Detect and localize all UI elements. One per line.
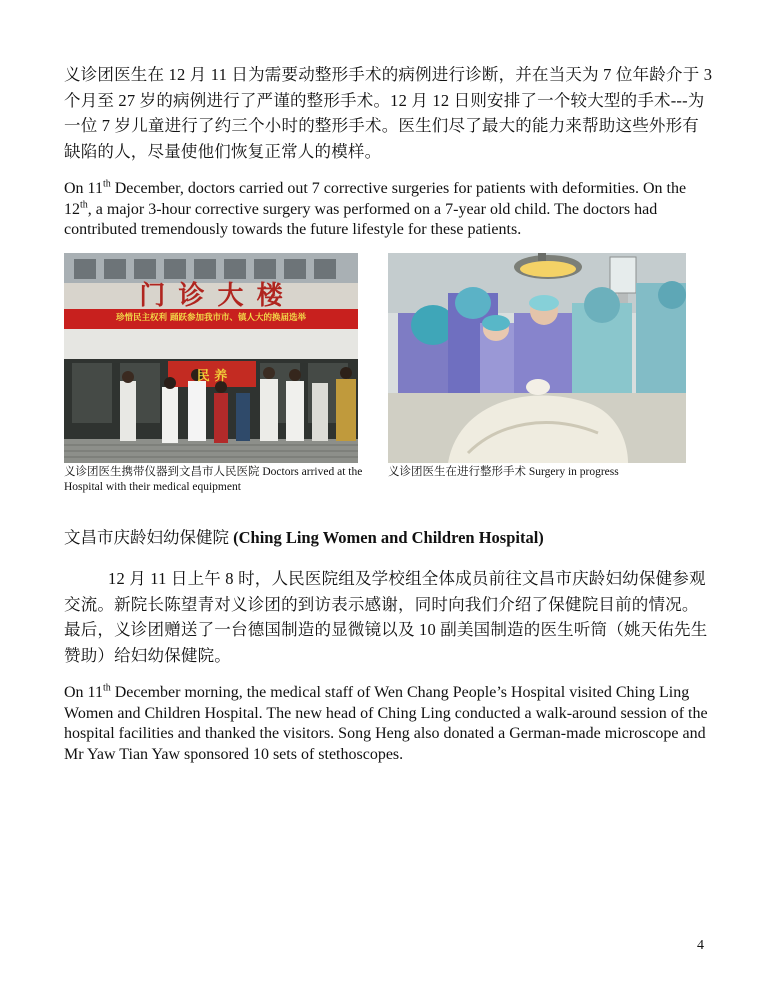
hospital-sign-title: 门 诊 大 楼 (139, 281, 285, 311)
heading-chinese: 文昌市庆龄妇幼保健院 (64, 528, 229, 547)
building-sub-sign: 民 养 (196, 369, 228, 384)
heading-english: (Ching Ling Women and Children Hospital) (229, 528, 544, 547)
superscript: th (102, 682, 111, 694)
section2-chinese-paragraph: 12 月 11 日上午 8 时，人民医院组及学校组全体成员前往文昌市庆龄妇幼保健参观交流。新院长陈望青对义诊团的到访表示感谢，同时向我们介绍了保健院目前的情况。最后，义诊团赠送了一台德国制造的显微镜以及 10 副美国制造的医生听筒（姚天佑先生赞助）给妇幼保健院。 (64, 569, 708, 665)
page-number: 4 (697, 938, 704, 953)
section2-english-paragraph (64, 683, 714, 765)
superscript: th (80, 199, 88, 211)
text-fragment: On 11 (64, 684, 103, 701)
hospital-arrival-caption: 义诊团医生携带仪器到文昌市人民医院 Doctors arrived at the Hospital with their medical equipment (64, 466, 363, 493)
hospital-arrival-photo (64, 253, 358, 463)
text-fragment: On 11 (64, 180, 103, 197)
surgery-caption: 义诊团医生在进行整形手术 Surgery in progress (388, 466, 619, 478)
section2-heading (64, 524, 714, 548)
text-fragment: , a major 3-hour corrective surgery was performed on a 7-year old child. The doctors had contributed tremendously towards the future lifestyle for these patients. (64, 200, 658, 238)
surgery-illustration (388, 253, 686, 463)
election-banner: 珍惜民主权利 踊跃参加我市市、镇人大的换届选举 (116, 313, 306, 323)
text-fragment: December morning, the medical staff of Wen Chang People’s Hospital visited Ching Ling Women and Children Hospital. The new head of Ching Ling conducted a walk-around session of the hospital facilities and thanked the visitors. Song Heng also donated a German-made microscope and Mr Yaw Tian Yaw sponsored 10 sets of stethoscopes. (64, 684, 708, 763)
section1-english-paragraph (64, 179, 714, 241)
surgery-photo (388, 253, 686, 463)
section1-chinese-paragraph: 义诊团医生在 12 月 11 日为需要动整形手术的病例进行诊断，并在当天为 7 位年龄介于 3 个月至 27 岁的病例进行了严谨的整形手术。12 月 12 日则安排了一个较大型的手术---为一位 7 岁儿童进行了约三个小时的整形手术。医生们尽了最大的能力来帮助这些外形有缺陷的人，尽量使他们恢复正常人的模样。 (64, 65, 713, 161)
superscript: th (102, 178, 111, 190)
text-fragment: December, doctors carried out 7 corrective surgeries for patients with deformities. On the 12 (64, 180, 687, 218)
